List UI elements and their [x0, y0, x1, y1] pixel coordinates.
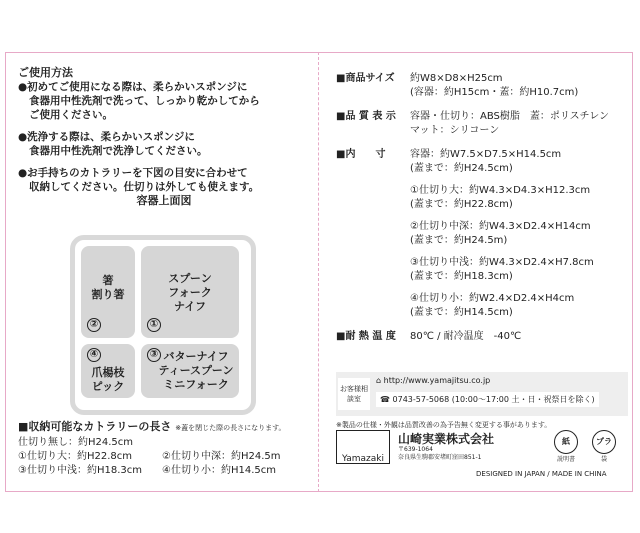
spec-size-line2: (容器：約H15cm・蓋：約H10.7cm)	[410, 87, 579, 98]
home-icon: ⌂	[376, 376, 382, 385]
sizes-note: ※蓋を閉じた際の長さになります。	[175, 424, 286, 432]
spec-material-label: ■品 質 表 示	[336, 111, 396, 122]
spec-size-label: ■商品サイズ	[336, 73, 395, 84]
cell-top-left-line1: 箸	[102, 274, 114, 287]
cell-top-right	[141, 246, 239, 338]
spec-inner-sub2-b: (蓋まで：約H24.5m)	[410, 235, 508, 246]
cell-bottom-left-line2: ピック	[91, 380, 125, 393]
center-divider	[318, 52, 319, 492]
sizes-list	[18, 436, 318, 478]
usage-section	[18, 66, 310, 208]
container-top-view-diagram	[70, 235, 256, 415]
spec-inner-label: ■内 寸	[336, 149, 386, 160]
spec-inner-sub1-b: (蓋まで：約H22.8cm)	[410, 199, 513, 210]
company-addr: 奈良県生駒郡安堵町窪田851-1	[398, 454, 482, 461]
plastic-recycle-icon: プラ	[592, 430, 616, 454]
customer-contact-box	[336, 372, 628, 416]
spec-heat-label: ■耐 熱 温 度	[336, 331, 396, 342]
size-row3-a: ③仕切り中浅：約H18.3cm	[18, 465, 142, 476]
cell-bottom-right-line2: ティースプーン	[158, 364, 234, 377]
company-logo-text: Yamazaki	[341, 454, 384, 464]
usage-para3-line2: 収納してください。仕切りは外しても使えます。	[29, 181, 260, 193]
company-block	[336, 430, 628, 466]
cell-bottom-left-line1: 爪楊枝	[91, 366, 125, 379]
spec-heat	[336, 330, 626, 344]
cell-bottom-right	[141, 344, 239, 398]
usage-para1-line1: ●初めてご使用になる際は、柔らかいスポンジに	[18, 81, 248, 93]
contact-tel	[376, 392, 599, 407]
usage-para1-line2: 食器用中性洗剤で洗って、しっかり乾かしてから	[29, 95, 260, 107]
cell-bottom-right-number: ③	[147, 348, 161, 362]
cell-top-right-line2: フォーク	[168, 286, 212, 299]
spec-material-line2: マット：シリコーン	[410, 125, 500, 136]
spec-change-note: ※製品の仕様・外観は品質改善の為予告無く変更する事があります。	[336, 421, 552, 429]
cell-top-left-number: ②	[87, 318, 101, 332]
size-row1-a: 仕切り無し：約H24.5cm	[18, 437, 134, 448]
usage-title: ご使用方法	[18, 66, 73, 79]
paper-recycle-label: 説明書	[556, 456, 575, 463]
cell-bottom-left	[81, 344, 135, 398]
sizes-title	[18, 418, 286, 434]
specs-section	[336, 72, 626, 354]
contact-web[interactable]	[376, 376, 490, 385]
cell-bottom-left-number: ④	[87, 348, 101, 362]
cell-bottom-right-line3: ミニフォーク	[163, 378, 229, 391]
spec-inner-sub4-b: (蓋まで：約H14.5cm)	[410, 307, 513, 318]
phone-icon: ☎	[380, 395, 390, 404]
cell-top-right-number: ①	[147, 318, 161, 332]
diagram-title: 容器上面図	[136, 194, 192, 207]
company-address	[398, 446, 481, 462]
cell-bottom-right-line1: バターナイフ	[163, 350, 229, 363]
spec-heat-line1: 80℃ / 耐冷温度 -40℃	[410, 331, 522, 342]
company-zip: 〒639-1064	[398, 446, 433, 453]
usage-para3-line1: ●お手持ちのカトラリーを下図の目安に合わせて	[18, 167, 248, 179]
contact-label: お客様相談室	[338, 378, 370, 410]
size-row3-b: ④仕切り小：約H14.5cm	[162, 465, 276, 476]
company-logo	[336, 430, 390, 464]
spec-inner-sub3-a: ③仕切り中浅：約W4.3×D2.4×H7.8cm	[410, 257, 594, 268]
spec-material	[336, 110, 626, 138]
company-name: 山崎実業株式会社	[398, 432, 495, 446]
contact-tel-text: 0743-57-5068 (10:00〜17:00 土・日・祝祭日を除く)	[392, 395, 595, 404]
spec-size-line1: 約W8×D8×H25cm	[410, 73, 503, 84]
cell-top-right-line3: ナイフ	[174, 300, 206, 313]
size-row2-a: ①仕切り大：約H22.8cm	[18, 451, 132, 462]
plastic-recycle-label: 袋	[600, 456, 607, 463]
contact-web-url: http://www.yamajitsu.co.jp	[383, 376, 491, 385]
spec-inner-line1: 容器：約W7.5×D7.5×H14.5cm	[410, 149, 562, 160]
spec-inner-sub2-a: ②仕切り中深：約W4.3×D2.4×H14cm	[410, 221, 591, 232]
spec-material-line1: 容器・仕切り：ABS樹脂 蓋：ポリスチレン	[410, 111, 610, 122]
cell-top-right-line1: スプーン	[168, 272, 212, 285]
usage-para1-line3: ご使用ください。	[29, 109, 113, 121]
spec-inner-size	[336, 148, 626, 320]
paper-recycle-mark	[552, 430, 580, 463]
cell-top-left	[81, 246, 135, 338]
sizes-title-text: ■収納可能なカトラリーの長さ	[18, 420, 172, 433]
usage-para2-line1: ●洗浄する際は、柔らかいスポンジに	[18, 131, 195, 143]
spec-inner-line2: (蓋まで：約H24.5cm)	[410, 163, 513, 174]
paper-recycle-icon: 紙	[554, 430, 578, 454]
origin-text: DESIGNED IN JAPAN / MADE IN CHINA	[476, 470, 607, 478]
usage-para2-line2: 食器用中性洗剤で洗浄してください。	[29, 145, 208, 157]
spec-inner-sub3-b: (蓋まで：約H18.3cm)	[410, 271, 513, 282]
cell-top-left-line2: 割り箸	[91, 288, 125, 301]
spec-inner-sub4-a: ④仕切り小：約W2.4×D2.4×H4cm	[410, 293, 575, 304]
spec-size	[336, 72, 626, 100]
spec-inner-sub1-a: ①仕切り大：約W4.3×D4.3×H12.3cm	[410, 185, 591, 196]
plastic-recycle-mark	[590, 430, 618, 463]
size-row2-b: ②仕切り中深：約H24.5m	[162, 451, 281, 462]
